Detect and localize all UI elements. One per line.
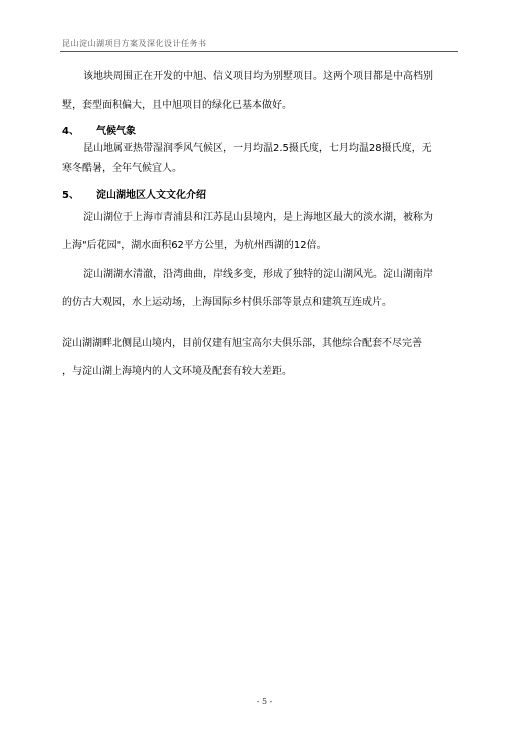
- page-header-title: 昆山淀山湖项目方案及深化设计任务书: [62, 39, 207, 48]
- section-number: 4、: [62, 126, 79, 137]
- paragraph-line: 昆山地属亚热带湿润季风气候区，一月均温2.5摄氏度，七月均温28摄氏度，无: [83, 143, 432, 154]
- paragraph-line: 上海"后花园"，湖水面积62平方公里，为杭州西湖的12倍。: [62, 240, 327, 251]
- section-title: 淀山湖地区人文文化介绍: [96, 190, 206, 201]
- paragraph-line: 淀山湖湖水清澈，沿湾曲曲，岸线多变，形成了独特的淀山湖风光。淀山湖南岸: [83, 269, 433, 280]
- section-title: 气候气象: [96, 126, 136, 137]
- paragraph-line: ，与淀山湖上海境内的人文环境及配套有较大差距。: [62, 366, 292, 377]
- page-number: - 5 -: [256, 697, 273, 706]
- paragraph-line: 墅，套型面积偏大，且中旭项目的绿化已基本做好。: [62, 100, 292, 111]
- section-number: 5、: [62, 190, 79, 201]
- paragraph-line: 淀山湖位于上海市青浦县和江苏昆山县境内，是上海地区最大的淡水湖，被称为: [83, 212, 433, 223]
- paragraph-line: 该地块周围正在开发的中旭、信义项目均为别墅项目。这两个项目都是中高档别: [83, 71, 433, 82]
- header-divider: [60, 51, 458, 52]
- paragraph-line: 寒冬酷暑，全年气候宜人。: [62, 163, 182, 174]
- paragraph-line: 的仿古大观园，水上运动场，上海国际乡村俱乐部等景点和建筑互连成片。: [62, 297, 392, 308]
- paragraph-line: 淀山湖湖畔北侧昆山境内，目前仅建有旭宝高尔夫俱乐部，其他综合配套不尽完善: [62, 338, 422, 349]
